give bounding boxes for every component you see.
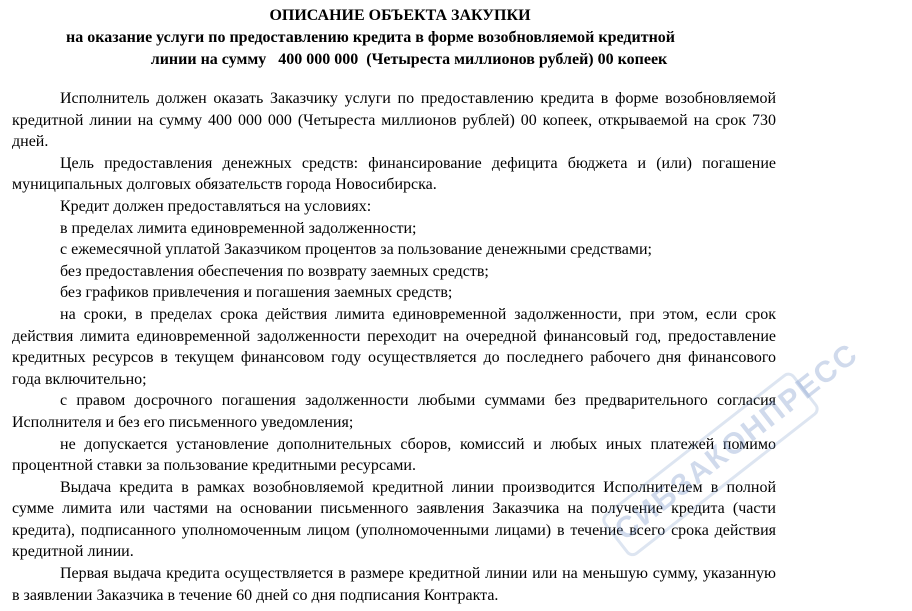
condition-no-collateral: без предоставления обеспечения по возврату заемных средств; [60, 262, 489, 280]
paragraph-conditions-intro: Кредит должен предоставляться на условиях: [60, 197, 372, 215]
paragraph-issuance: Выдача кредита в рамках возобновляемой кредитной линии производится Исполнителем в полной сумме лимита или частями на основании письменного заявления Заказчика на получение кредита (части кредита), подписанного уполномоченным лицом (уполномоченными лицами) в течение всего срока действия кредитной линии. [12, 478, 776, 561]
condition-no-extra-fees: не допускается установление дополнительных сборов, комиссий и любых иных платежей помимо процентной ставки за пользование кредитными ресурсами. [12, 435, 776, 475]
document-title: ОПИСАНИЕ ОБЪЕКТА ЗАКУПКИ [269, 7, 531, 24]
watermark-text: СИБЗАКОНПРЕСС [608, 336, 865, 548]
condition-no-schedules: без графиков привлечения и погашения заемных средств; [60, 284, 453, 302]
document-subtitle-line1: на оказание услуги по предоставлению кредита в форме возобновляемой кредитной [66, 29, 675, 46]
condition-terms: на сроки, в пределах срока действия лимита единовременной задолженности, при этом, если срок действия лимита единовременной задолженности переходит на очередной финансовый год, предоставление кредитных ресурсов в текущем финансовом году осуществляется до последнего рабочего дня финансового года включительно; [12, 305, 776, 388]
paragraph-service: Исполнитель должен оказать Заказчику услуги по предоставлению кредита в форме возобновляемой кредитной линии на сумму 400 000 000 (Четыреста миллионов рублей) 00 копеек, открываемой на срок 730 дней. [12, 90, 776, 151]
condition-early-repayment: с правом досрочного погашения задолженности любыми суммами без предварительного согласия Исполнителя и без его письменного уведомления; [12, 392, 776, 431]
paragraph-first-issuance: Первая выдача кредита осуществляется в размере кредитной линии или на меньшую сумму, указанную в заявлении Заказчика в течение 60 дней со дня подписания Контракта. [12, 565, 776, 604]
paragraph-purpose: Цель предоставления денежных средств: финансирование дефицита бюджета и (или) погашение муниципальных долговых обязательств города Новосибирска. [12, 154, 776, 194]
document-subtitle-line2: линии на сумму 400 000 000 (Четыреста миллионов рублей) 00 копеек [150, 51, 668, 68]
condition-monthly-interest: с ежемесячной уплатой Заказчиком процентов за пользование денежными средствами; [60, 241, 652, 259]
condition-limit: в пределах лимита единовременной задолженности; [60, 219, 417, 237]
document-body [12, 88, 776, 606]
